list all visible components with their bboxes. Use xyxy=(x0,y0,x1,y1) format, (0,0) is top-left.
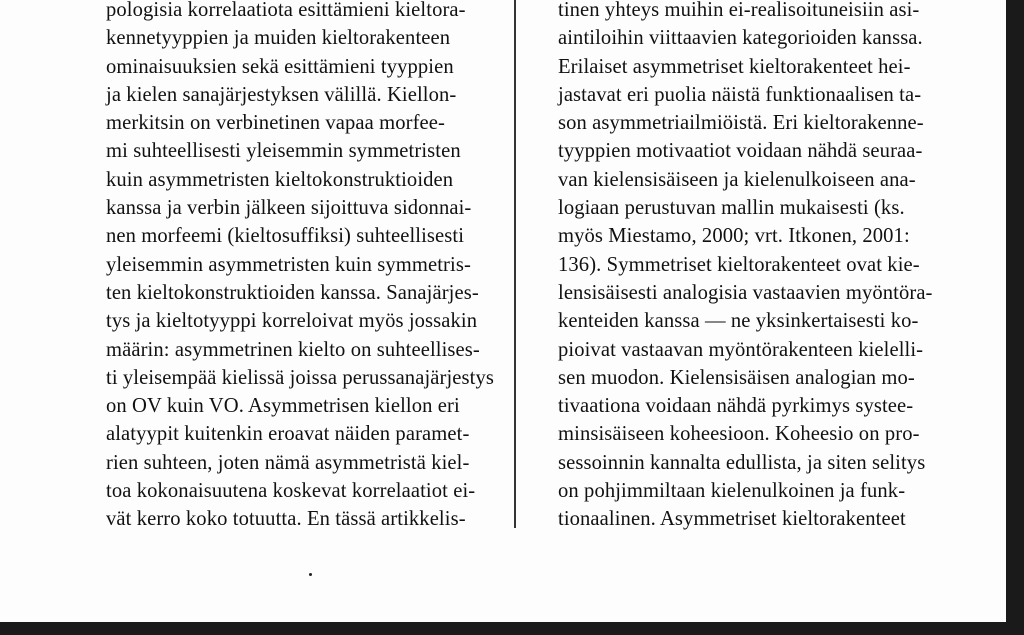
text-line: tinen yhteys muihin ei-realisoituneisiin asi- xyxy=(558,0,920,21)
text-line: rien suhteen, joten nämä asymmetristä kiel- xyxy=(106,451,470,474)
text-line: kennetyyppien ja muiden kieltorakenteen xyxy=(106,27,451,50)
text-line: on OV kuin VO. Asymmetrisen kiellon eri xyxy=(106,395,460,418)
text-line: 136). Symmetriset kieltorakenteet ovat kie- xyxy=(558,253,920,276)
scan-speck xyxy=(309,573,312,576)
text-line: ti yleisempää kielissä joissa perussanajärjestys xyxy=(106,366,494,389)
text-line: merkitsin on verbinetinen vapaa morfee- xyxy=(106,112,445,135)
text-line: pologisia korrelaatiota esittämieni kieltora- xyxy=(106,0,466,21)
text-line: tys ja kieltotyyppi korreloivat myös jossakin xyxy=(106,310,478,333)
column-divider xyxy=(514,0,516,528)
text-line: tyyppien motivaatiot voidaan nähdä seuraa- xyxy=(558,140,923,163)
text-line: määrin: asymmetrinen kielto on suhteellises- xyxy=(106,338,480,361)
text-line: tivaationa voidaan nähdä pyrkimys systee- xyxy=(558,395,914,418)
text-line: sessoinnin kannalta edullista, ja siten selitys xyxy=(558,451,926,474)
text-line: alatyypit kuitenkin eroavat näiden paramet- xyxy=(106,423,470,446)
text-line: kenteiden kanssa — ne yksinkertaisesti ko- xyxy=(558,310,919,333)
text-line: ja kielen sanajärjestyksen välillä. Kiellon- xyxy=(106,83,457,106)
text-line: mi suhteellisesti yleisemmin symmetristen xyxy=(106,140,461,163)
text-line: yleisemmin asymmetristen kuin symmetris- xyxy=(106,253,471,276)
text-line: kanssa ja verbin jälkeen sijoittuva sidonnai- xyxy=(106,197,472,220)
text-line: vät kerro koko totuutta. En tässä artikkelis- xyxy=(106,508,466,531)
text-line: minsisäiseen koheesioon. Koheesio on pro- xyxy=(558,423,920,446)
text-line: ominaisuuksien sekä esittämieni tyyppien xyxy=(106,55,454,78)
text-line: myös Miestamo, 2000; vrt. Itkonen, 2001: xyxy=(558,225,910,248)
text-line: ten kieltokonstruktioiden kanssa. Sanajärjes- xyxy=(106,281,479,304)
text-line: logiaan perustuvan mallin mukaisesti (ks. xyxy=(558,197,905,220)
text-line: nen morfeemi (kieltosuffiksi) suhteellisesti xyxy=(106,225,465,248)
text-line: toa kokonaisuutena koskevat korrelaatiot ei- xyxy=(106,480,476,503)
text-line: Erilaiset asymmetriset kieltorakenteet hei- xyxy=(558,55,911,78)
left-text-column xyxy=(106,0,494,534)
text-line: sen muodon. Kielensisäisen analogian mo- xyxy=(558,366,915,389)
text-line: jastavat eri puolia näistä funktionaalisen ta- xyxy=(558,83,922,106)
text-line: pioivat vastaavan myöntörakenteen kielelli- xyxy=(558,338,924,361)
text-line: aintiloihin viittaavien kategorioiden kanssa. xyxy=(558,27,923,50)
text-line: tionaalinen. Asymmetriset kieltorakenteet xyxy=(558,508,906,531)
text-line: son asymmetriailmiöistä. Eri kieltorakenne- xyxy=(558,112,924,135)
text-line: van kielensisäiseen ja kielenulkoiseen ana- xyxy=(558,168,916,191)
text-line: kuin asymmetristen kieltokonstruktioiden xyxy=(106,168,454,191)
text-line: lensisäisesti analogisia vastaavien myöntöra- xyxy=(558,281,933,304)
right-text-column xyxy=(558,0,933,534)
scan-border-bottom xyxy=(0,622,1024,635)
text-line: on pohjimmiltaan kielenulkoinen ja funk- xyxy=(558,480,906,503)
scan-border-right xyxy=(1006,0,1024,635)
